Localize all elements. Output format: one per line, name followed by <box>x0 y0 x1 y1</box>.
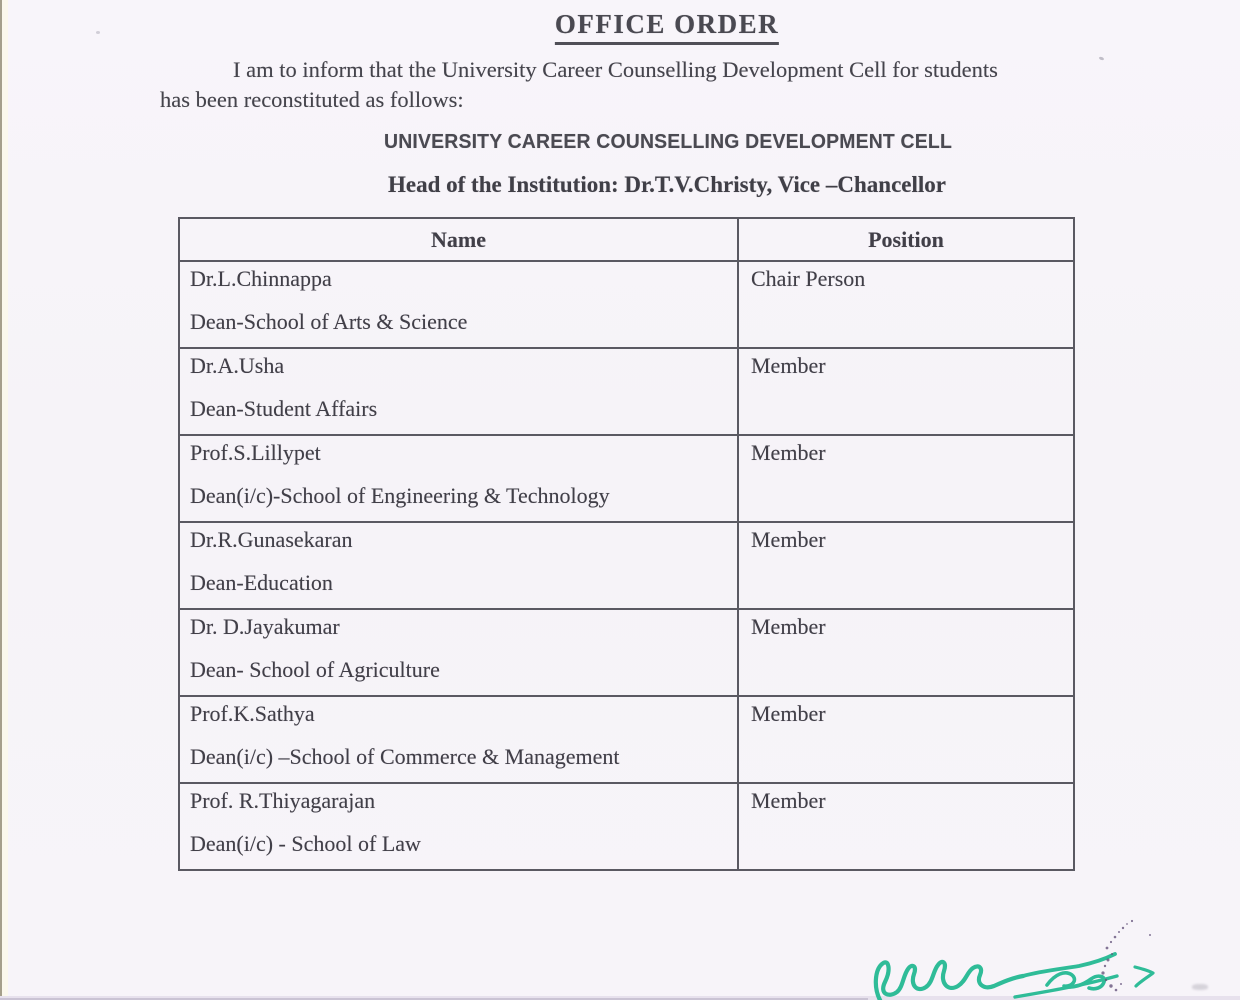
position-cell <box>739 262 1073 347</box>
member-position: Chair Person <box>751 266 866 291</box>
position-cell <box>739 610 1073 695</box>
name-cell <box>180 523 739 608</box>
cell-heading: UNIVERSITY CAREER COUNSELLING DEVELOPMENT CELL <box>384 131 952 153</box>
member-position: Member <box>751 440 826 465</box>
signature-ink <box>865 940 1165 1000</box>
name-cell <box>180 262 739 347</box>
member-role: Dean(i/c)-School of Engineering & Technology <box>190 483 610 508</box>
position-cell <box>739 349 1073 434</box>
member-name: Dr.R.Gunasekaran <box>190 527 353 552</box>
member-name: Dr. D.Jayakumar <box>190 614 340 639</box>
position-cell <box>739 436 1073 521</box>
intro-paragraph <box>160 55 1155 115</box>
member-name: Dr.A.Usha <box>190 353 285 378</box>
name-cell <box>180 349 739 434</box>
name-cell <box>180 610 739 695</box>
table-row <box>180 782 1073 869</box>
member-name: Dr.L.Chinnappa <box>190 266 332 291</box>
member-position: Member <box>751 353 826 378</box>
intro-line-2: has been reconstituted as follows: <box>160 87 464 112</box>
column-header-position: Position <box>868 226 944 252</box>
member-name: Prof. R.Thiyagarajan <box>190 788 376 813</box>
member-position: Member <box>751 614 826 639</box>
name-cell <box>180 436 739 521</box>
member-position: Member <box>751 788 826 813</box>
member-role: Dean(i/c) - School of Law <box>190 831 421 856</box>
table-header-row <box>180 219 1073 260</box>
member-role: Dean-Student Affairs <box>190 396 378 421</box>
table-row <box>180 521 1073 608</box>
scan-edge-left-strip <box>2 0 8 1000</box>
member-role: Dean- School of Agriculture <box>190 657 440 682</box>
table-row <box>180 434 1073 521</box>
table-row <box>180 260 1073 347</box>
position-cell <box>739 697 1073 782</box>
member-role: Dean-School of Arts & Science <box>190 309 468 334</box>
office-order-title: OFFICE ORDER <box>555 9 779 45</box>
member-name: Prof.K.Sathya <box>190 701 315 726</box>
member-role: Dean(i/c) –School of Commerce & Management <box>190 744 620 769</box>
column-header-name: Name <box>180 219 739 260</box>
intro-line-1: I am to inform that the University Career Counselling Development Cell for students <box>233 57 998 82</box>
member-name: Prof.S.Lillypet <box>190 440 321 465</box>
name-cell <box>180 784 739 869</box>
position-cell <box>739 784 1073 869</box>
table-row <box>180 608 1073 695</box>
table-row <box>180 695 1073 782</box>
name-cell <box>180 697 739 782</box>
member-role: Dean-Education <box>190 570 333 595</box>
table-row <box>180 347 1073 434</box>
head-of-institution-line: Head of the Institution: Dr.T.V.Christy, Vice –Chancellor <box>388 172 946 197</box>
scan-speck <box>96 31 100 34</box>
member-position: Member <box>751 527 826 552</box>
member-position: Member <box>751 701 826 726</box>
position-cell <box>739 523 1073 608</box>
committee-table <box>178 217 1075 871</box>
scan-speck <box>1192 984 1208 990</box>
